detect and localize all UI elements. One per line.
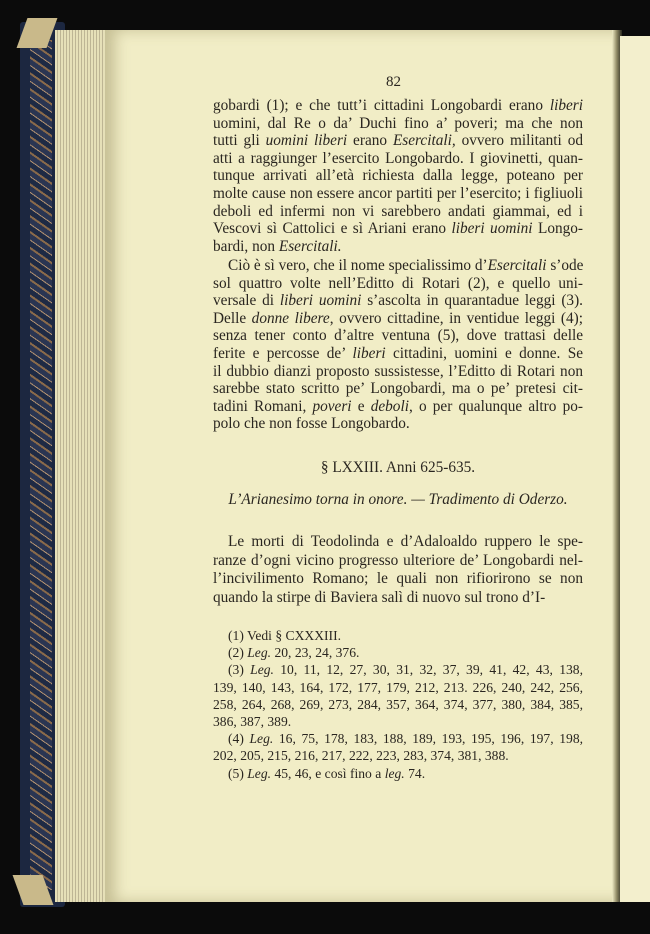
text-run: il dubbio dianzi proposto sussistesse, l’Editto di Rotari non — [213, 362, 583, 380]
italic-text: liberi — [549, 97, 583, 114]
text-run: molte cause non essere ancor partiti per l’esercito; i figliuoli — [213, 185, 583, 202]
paragraph-2-line — [213, 398, 583, 416]
italic-text: deboli — [370, 397, 409, 415]
italic-text: Leg. — [249, 731, 274, 747]
text-run: tunque arrivati all’età richiesta dalla legge, poteano per — [213, 167, 583, 185]
text-run: (5) — [228, 765, 248, 781]
footnote-line — [228, 765, 583, 783]
paragraph-1-line — [213, 238, 583, 256]
text-run: s’ascolta in quarantadue leggi (3). — [361, 292, 583, 310]
italic-text: Leg. — [247, 645, 272, 661]
footnote-line — [213, 747, 583, 765]
paragraph-3-line — [228, 533, 583, 551]
text-run: ovvero militanti od — [455, 132, 583, 150]
text-run: Delle — [213, 309, 252, 327]
italic-text: Esercitali — [487, 257, 547, 274]
paragraph-2-line — [213, 292, 583, 310]
text-run: Longo- — [532, 220, 584, 238]
text-run: 258, 264, 268, 269, 273, 284, 357, 364, 374, 377, 380, 384, 385, — [213, 696, 583, 712]
text-run: Anni 625-635. — [385, 459, 476, 476]
text-run: 16, 75, 178, 183, 188, 189, 193, 195, 196, 197, 198, — [273, 731, 584, 747]
text-run: 139, 140, 143, 164, 172, 177, 179, 212, 213. 226, 240, 242, 256, — [213, 679, 583, 695]
text-run: polo che non fosse Longobardo. — [213, 415, 410, 433]
text-run: 74. — [404, 765, 426, 781]
text-run: atti a raggiunger l’esercito Longobardo. I giovinetti, quan- — [213, 149, 583, 167]
italic-text: leg. — [384, 765, 405, 781]
text-run: quando la stirpe di Baviera salì di nuovo sul trono d’I- — [213, 588, 546, 606]
text-run: , o per qualunque altro po- — [408, 397, 583, 415]
paragraph-2-line — [228, 257, 583, 275]
italic-text: donne libere — [251, 309, 330, 327]
text-run: (1) Vedi § CXXXIII. — [228, 628, 342, 643]
paragraph-2-line — [213, 380, 583, 398]
paragraph-1-line — [213, 167, 583, 185]
footnote-line — [228, 627, 583, 645]
paragraph-2-line — [213, 345, 583, 363]
paragraph-2-line — [213, 327, 583, 345]
italic-text: Esercitali, — [392, 132, 456, 150]
text-run: 20, 23, 24, 376. — [271, 645, 360, 661]
italic-text: Esercitali. — [278, 237, 342, 255]
footnote-line — [213, 696, 583, 714]
text-run: gobardi (1); e che tutt’i cittadini Longobardi erano — [213, 97, 550, 114]
paragraph-3-line — [213, 552, 583, 570]
paragraph-1-line — [213, 203, 583, 221]
text-run: Ciò è sì vero, che il nome specialissimo d’ — [228, 257, 488, 274]
text-run: tutti gli — [213, 132, 266, 150]
text-run: s’ode — [546, 257, 584, 274]
text-run: sarebbe stato scritto pe’ Longobardi, ma o pe’ pretesi cit- — [213, 380, 583, 398]
text-run: senza tener conto d’altre ventuna (5), dove trattasi delle — [213, 327, 583, 345]
paragraph-1-line — [213, 220, 583, 238]
text-run: bardi, non — [213, 237, 279, 255]
text-run: (3) — [228, 662, 251, 678]
text-run: l’incivilimento Romano; le quali non rifiorirono se non — [213, 570, 583, 588]
text-run: e — [351, 397, 371, 415]
footnote-line — [228, 644, 583, 662]
italic-text: liberi — [352, 345, 386, 362]
paragraph-3-line — [213, 589, 583, 607]
paragraph-2-line — [213, 275, 583, 293]
italic-text: Leg. — [250, 662, 274, 678]
text-run: Le morti di Teodolinda e d’Adaloaldo ruppero le spe- — [228, 533, 583, 550]
footnote-line — [213, 679, 583, 697]
text-run: (2) — [228, 645, 248, 661]
text-run: cittadini, uomini e donne. Se — [385, 345, 583, 362]
italic-text: Leg. — [247, 765, 272, 781]
paragraph-2-line — [213, 310, 583, 328]
paragraph-1-line — [213, 97, 583, 115]
text-run: erano — [347, 132, 393, 150]
paragraph-1-line — [213, 150, 583, 168]
italic-text: poveri — [312, 397, 352, 415]
section-heading — [213, 459, 583, 477]
paragraph-1-line — [213, 132, 583, 150]
facing-page-edge — [620, 36, 650, 902]
text-run: 45, 46, e così fino a — [271, 765, 385, 781]
text-run: deboli ed infermi non vi sarebbero andati giammai, ed i — [213, 202, 583, 220]
section-subtitle — [213, 491, 583, 509]
footnote-line — [213, 713, 583, 731]
paragraph-1-line — [213, 115, 583, 133]
page-stack-edge — [55, 30, 107, 902]
text-run: 202, 205, 215, 216, 217, 222, 223, 283, 374, 381, 388. — [213, 748, 509, 764]
text-run: , ovvero cittadine, in ventidue leggi (4); — [329, 309, 583, 327]
text-run: tadini Romani, — [213, 397, 313, 415]
marbled-edge — [30, 40, 52, 890]
footnote-line — [228, 730, 583, 748]
paragraph-3-line — [213, 570, 583, 588]
italic-text: liberi uomini — [279, 292, 362, 310]
text-run: ranze d’ogni vicino progresso ulteriore de’ Longobardi nel- — [213, 551, 583, 569]
text-run: 386, 387, 389. — [213, 714, 292, 729]
text-run: Vescovi sì Cattolici e sì Ariani erano — [213, 220, 452, 238]
text-run: versale di — [213, 292, 280, 310]
text-run: sol quattro volte nell’Editto di Rotari (2), e quello uni- — [213, 274, 583, 292]
footnote-line — [228, 661, 583, 679]
italic-text: liberi uomini — [451, 220, 533, 238]
paragraph-1-line — [213, 185, 583, 203]
paragraph-2-line — [213, 363, 583, 381]
italic-text: uomini liberi — [265, 132, 348, 150]
text-run: (4) — [228, 731, 250, 747]
page-number: 82 — [386, 74, 401, 90]
text-run: ferite e percosse de’ — [213, 345, 353, 362]
text-run: § LXXIII. — [320, 459, 386, 476]
text-run: 10, 11, 12, 27, 30, 31, 32, 37, 39, 41, 42, 43, 138, — [273, 662, 584, 678]
text-run: uomini, dal Re o da’ Duchi fino a’ poveri; ma che non — [213, 114, 583, 132]
paragraph-2-line — [213, 415, 583, 433]
italic-text: L’Arianesimo torna in onore. — Tradimento di Oderzo. — [228, 491, 568, 508]
